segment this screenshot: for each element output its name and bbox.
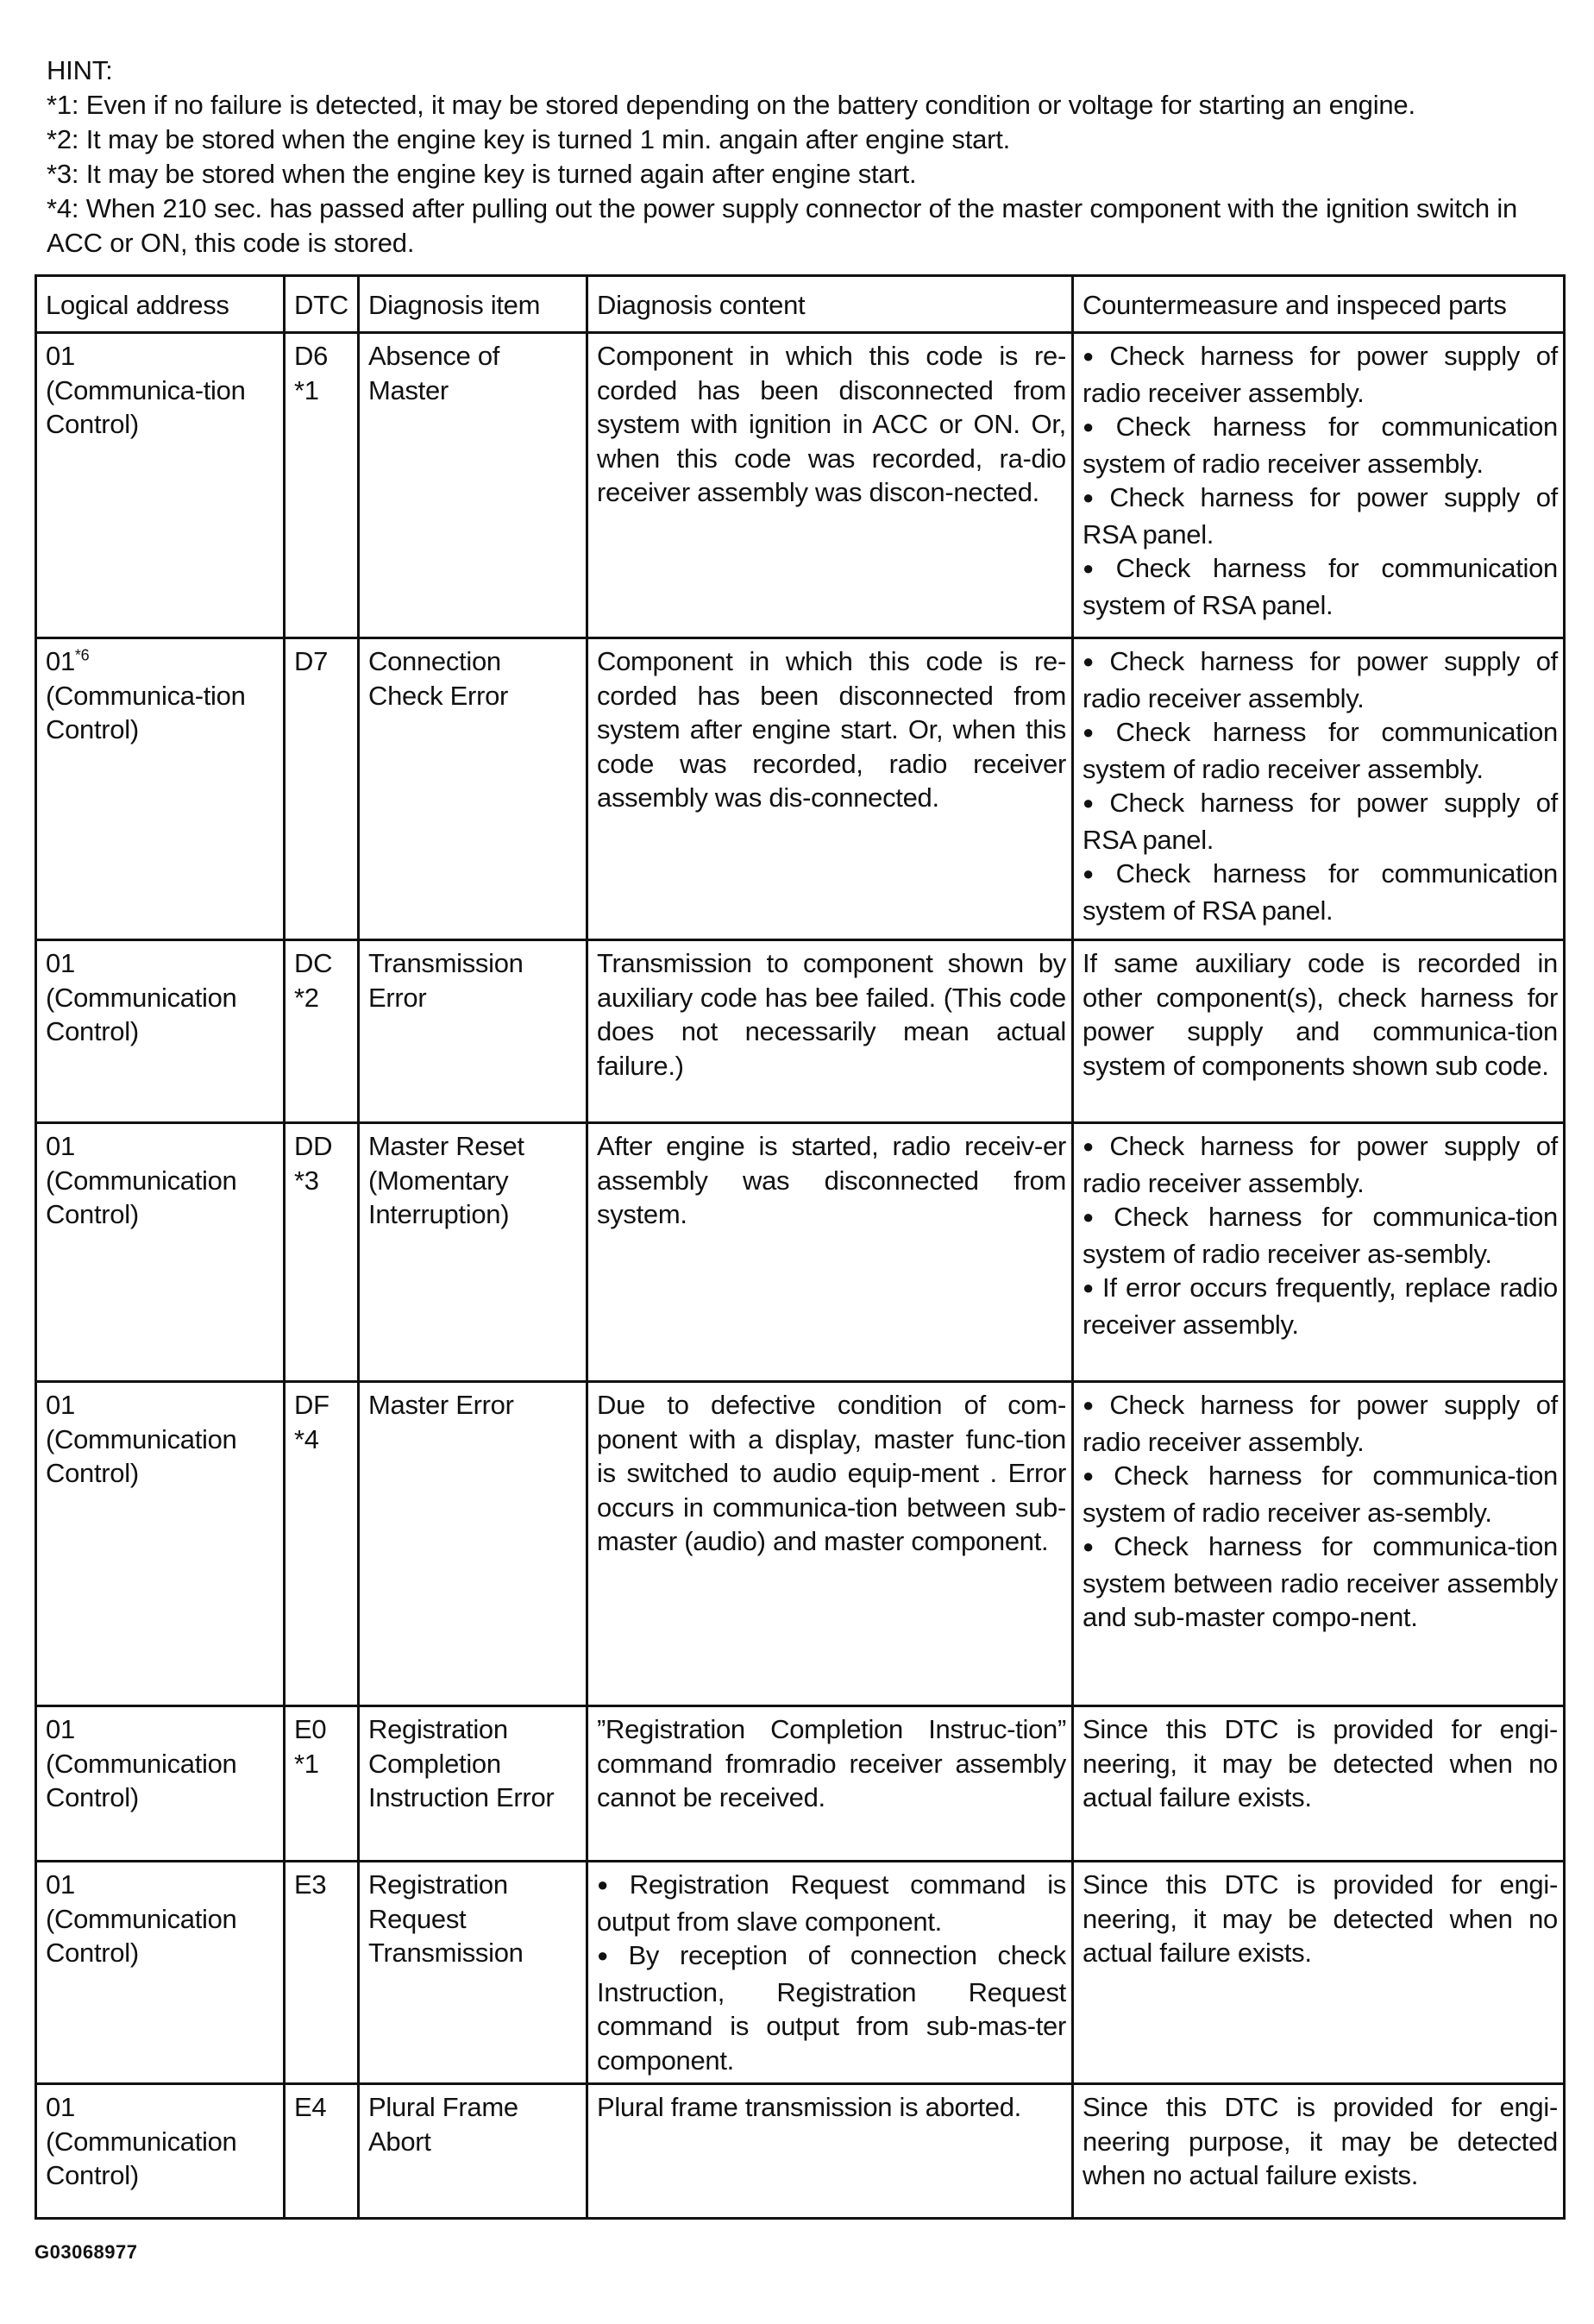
logical-address-cell: [36, 1123, 285, 1382]
countermeasure-item: ● Check harness for power supply of radio receiver assembly.: [1083, 644, 1558, 715]
header-diagnosis-content: Diagnosis content: [587, 276, 1073, 333]
logical-address-cell: [36, 2084, 285, 2219]
address-label: (Communication Control): [46, 1423, 237, 1488]
diagnosis-item-cell: Absence of Master: [359, 333, 587, 638]
diagnosis-content-cell: Component in which this code is re-corded has been disconnected from system after engine start. Or, when this code was recorded, radio receiver assembly was dis-connected.: [587, 638, 1073, 940]
table-row: [36, 1123, 1565, 1382]
diagnosis-item-cell: Registration Request Transmission: [359, 1862, 587, 2084]
address-value: 01: [46, 646, 75, 676]
diagnosis-item-cell: Plural Frame Abort: [359, 2084, 587, 2219]
countermeasure-cell: Since this DTC is provided for engi-neering purpose, it may be detected when no actual failure exists.: [1073, 2084, 1565, 2219]
dtc-code: D6: [294, 341, 329, 371]
dtc-code: DC: [294, 948, 333, 978]
countermeasure-cell: [1073, 1382, 1565, 1706]
hint-title: HINT:: [47, 55, 113, 85]
countermeasure-item: ● Check harness for communication system of RSA panel.: [1083, 857, 1558, 927]
diagnosis-item-cell: Master Error: [359, 1382, 587, 1706]
dtc-cell: [285, 1382, 359, 1706]
countermeasure-item: ● Check harness for communication system of radio receiver assembly.: [1083, 410, 1558, 481]
dtc-code: E3: [294, 1869, 327, 1900]
address-footnote: *6: [74, 646, 90, 664]
header-countermeasure: Countermeasure and inspeced parts: [1073, 276, 1565, 333]
countermeasure-cell: Since this DTC is provided for engi-neering, it may be detected when no actual failure exists.: [1073, 1862, 1565, 2084]
table-row: [36, 1862, 1565, 2084]
table-row: [36, 1382, 1565, 1706]
diagnosis-content-cell: Plural frame transmission is aborted.: [587, 2084, 1073, 2219]
dtc-footnote: *4: [294, 1423, 319, 1454]
address-label: (Communication Control): [46, 982, 237, 1046]
diagnosis-item-cell: Transmission Error: [359, 940, 587, 1123]
countermeasure-cell: If same auxiliary code is recorded in other component(s), check harness for power supply and communica-tion system of components shown sub code.: [1073, 940, 1565, 1123]
dtc-cell: [285, 333, 359, 638]
dtc-cell: [285, 940, 359, 1123]
diagnosis-item-cell: Master Reset (Momentary Interruption): [359, 1123, 587, 1382]
countermeasure-cell: [1073, 333, 1565, 638]
address-value: 01: [46, 1390, 75, 1420]
address-label: (Communication Control): [46, 2126, 237, 2190]
countermeasure-item: ● Check harness for power supply of RSA panel.: [1083, 786, 1558, 857]
dtc-footnote: *2: [294, 982, 319, 1013]
hint-line-4: *4: When 210 sec. has passed after pulling out the power supply connector of the master component with the ignition switch in ACC or ON, this code is stored.: [47, 193, 1518, 258]
diagnosis-item-cell: Registration Completion Instruction Error: [359, 1706, 587, 1862]
countermeasure-item: ● Check harness for power supply of radio receiver assembly.: [1083, 339, 1558, 410]
countermeasure-item: ● Check harness for power supply of radio receiver assembly.: [1083, 1129, 1558, 1200]
countermeasure-item: ● Check harness for communication system of RSA panel.: [1083, 551, 1558, 622]
countermeasure-item: ● Check harness for power supply of RSA panel.: [1083, 481, 1558, 551]
table-row: [36, 333, 1565, 638]
logical-address-cell: [36, 1382, 285, 1706]
hint-section: [47, 53, 1565, 261]
figure-id: G03068977: [35, 2241, 138, 2263]
table-row: [36, 1706, 1565, 1862]
diagnosis-content-cell: After engine is started, radio receiv-er assembly was disconnected from system.: [587, 1123, 1073, 1382]
dtc-cell: [285, 1862, 359, 2084]
logical-address-cell: [36, 940, 285, 1123]
address-value: 01: [46, 2092, 75, 2122]
dtc-cell: [285, 638, 359, 940]
countermeasure-cell: [1073, 638, 1565, 940]
hint-line-2: *2: It may be stored when the engine key is turned 1 min. angain after engine start.: [47, 124, 1011, 154]
header-diagnosis-item: Diagnosis item: [359, 276, 587, 333]
countermeasure-cell: [1073, 1123, 1565, 1382]
dtc-code: E4: [294, 2092, 327, 2122]
dtc-table: [35, 274, 1566, 2220]
table-row: [36, 2084, 1565, 2219]
dtc-code: E0: [294, 1714, 327, 1744]
address-value: 01: [46, 1131, 75, 1161]
logical-address-cell: [36, 1862, 285, 2084]
address-label: (Communica-tion Control): [46, 374, 246, 439]
address-value: 01: [46, 341, 75, 371]
logical-address-cell: [36, 638, 285, 940]
address-label: (Communication Control): [46, 1903, 237, 1968]
table-row: [36, 638, 1565, 940]
hint-line-1: *1: Even if no failure is detected, it may be stored depending on the battery condition or voltage for starting an engine.: [47, 90, 1415, 120]
address-value: 01: [46, 1869, 75, 1900]
dtc-cell: [285, 2084, 359, 2219]
hint-line-3: *3: It may be stored when the engine key is turned again after engine start.: [47, 159, 917, 189]
address-label: (Communication Control): [46, 1748, 237, 1812]
table-row: [36, 940, 1565, 1123]
diagnosis-content-item: ● Registration Request command is output from slave component.: [597, 1868, 1066, 1938]
address-value: 01: [46, 948, 75, 978]
header-dtc: DTC: [285, 276, 359, 333]
countermeasure-item: ● Check harness for communica-tion system between radio receiver assembly and sub-master compo-nent.: [1083, 1529, 1558, 1635]
diagnosis-item-cell: Connection Check Error: [359, 638, 587, 940]
logical-address-cell: [36, 333, 285, 638]
dtc-code: DD: [294, 1131, 333, 1161]
dtc-footnote: *1: [294, 374, 319, 405]
countermeasure-cell: Since this DTC is provided for engi-neering, it may be detected when no actual failure exists.: [1073, 1706, 1565, 1862]
address-label: (Communication Control): [46, 1165, 237, 1229]
table-header-row: [36, 276, 1565, 333]
countermeasure-item: ● Check harness for power supply of radio receiver assembly.: [1083, 1388, 1558, 1459]
diagnosis-content-cell: Due to defective condition of com-ponent with a display, master func-tion is switched to audio equip-ment . Error occurs in communica-tion between sub-master (audio) and master component.: [587, 1382, 1073, 1706]
diagnosis-content-cell: [587, 1862, 1073, 2084]
address-value: 01: [46, 1714, 75, 1744]
diagnosis-content-item: ● By reception of connection check Instruction, Registration Request command is output from sub-mas-ter component.: [597, 1938, 1066, 2077]
countermeasure-item: ● Check harness for communica-tion system of radio receiver as-sembly.: [1083, 1459, 1558, 1529]
countermeasure-item: ● If error occurs frequently, replace radio receiver assembly.: [1083, 1271, 1558, 1341]
address-label: (Communica-tion Control): [46, 680, 246, 744]
logical-address-cell: [36, 1706, 285, 1862]
dtc-cell: [285, 1706, 359, 1862]
countermeasure-item: ● Check harness for communica-tion system of radio receiver as-sembly.: [1083, 1200, 1558, 1271]
dtc-footnote: *3: [294, 1165, 319, 1196]
dtc-code: D7: [294, 646, 329, 676]
diagnosis-content-cell: Transmission to component shown by auxiliary code has bee failed. (This code does not necessarily mean actual failure.): [587, 940, 1073, 1123]
header-logical-address: Logical address: [36, 276, 285, 333]
dtc-cell: [285, 1123, 359, 1382]
diagnosis-content-cell: Component in which this code is re-corded has been disconnected from system with ignition in ACC or ON. Or, when this code was recorded, ra-dio receiver assembly was discon-nected.: [587, 333, 1073, 638]
dtc-code: DF: [294, 1390, 329, 1420]
countermeasure-item: ● Check harness for communication system of radio receiver assembly.: [1083, 715, 1558, 786]
dtc-footnote: *1: [294, 1748, 319, 1779]
diagnosis-content-cell: ”Registration Completion Instruc-tion” command fromradio receiver assembly cannot be received.: [587, 1706, 1073, 1862]
